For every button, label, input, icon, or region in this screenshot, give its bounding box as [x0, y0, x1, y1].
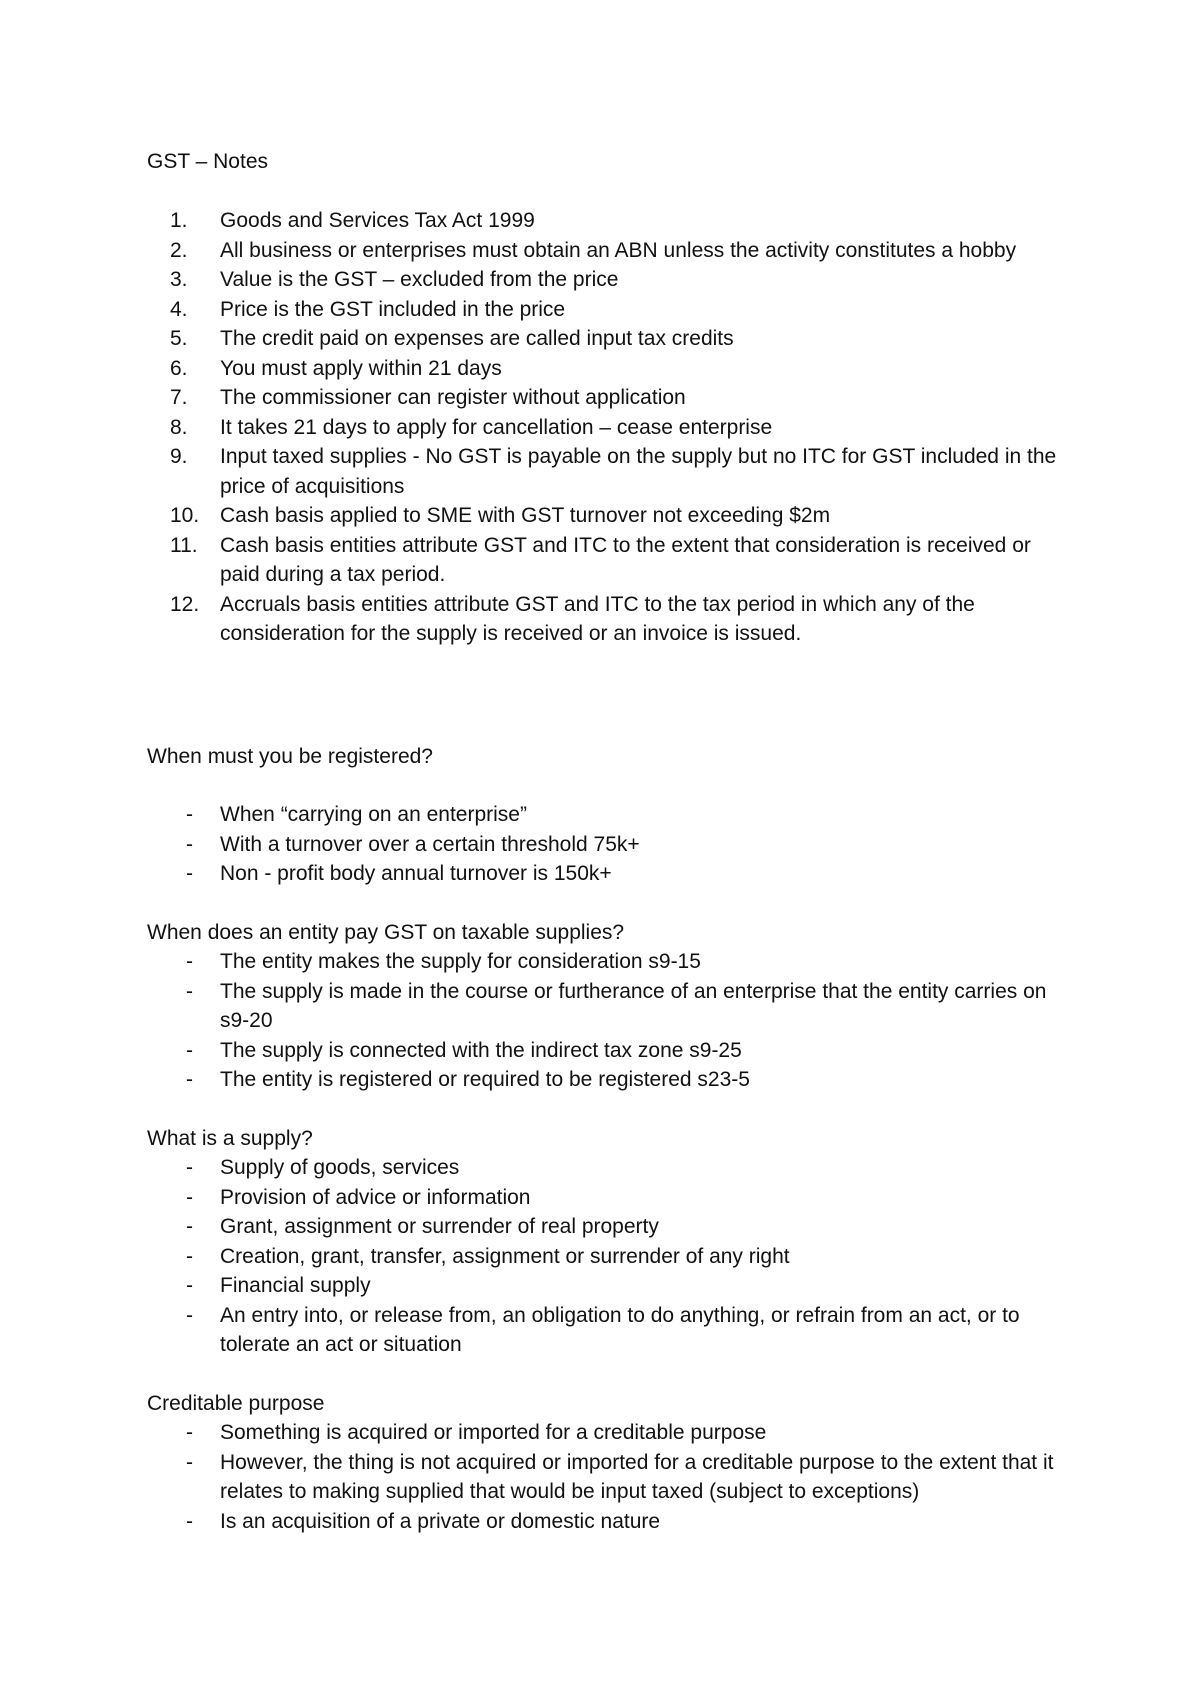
item-text: The credit paid on expenses are called input tax credits: [220, 327, 734, 350]
item-number: 5.: [170, 327, 188, 350]
list-item: [0, 1065, 1200, 1095]
dash-bullet: -: [186, 803, 193, 826]
list-item: [0, 1036, 1200, 1066]
bullet-list-registration: [0, 800, 1200, 889]
section-heading-supply: What is a supply?: [147, 1127, 313, 1150]
list-item: [0, 383, 1200, 413]
item-text: Value is the GST – excluded from the price: [220, 268, 619, 291]
item-text: Grant, assignment or surrender of real property: [220, 1215, 659, 1238]
list-item: [0, 354, 1200, 384]
list-item: [0, 442, 1200, 501]
bullet-list-creditable-purpose: [0, 1418, 1200, 1536]
dash-bullet: -: [186, 950, 193, 973]
list-item: [0, 1448, 1200, 1507]
list-item: [0, 859, 1200, 889]
item-text: The supply is connected with the indirect tax zone s9-25: [220, 1038, 742, 1062]
dash-bullet: -: [186, 862, 193, 885]
dash-bullet: -: [186, 1215, 193, 1238]
bullet-list-taxable-supplies: [0, 947, 1200, 1095]
dash-bullet: -: [186, 1274, 193, 1297]
item-number: 3.: [170, 268, 188, 291]
item-text: Non - profit body annual turnover is 150k+: [220, 862, 612, 885]
item-text: Something is acquired or imported for a creditable purpose: [220, 1421, 767, 1444]
item-text: Is an acquisition of a private or domestic nature: [220, 1509, 661, 1533]
item-number: 2.: [170, 238, 188, 262]
list-item: [0, 324, 1200, 354]
item-text: Input taxed supplies - No GST is payable on the supply but no ITC for GST included in the price of acquisitions: [220, 445, 1057, 498]
bullet-list-supply: [0, 1153, 1200, 1360]
list-item: [0, 295, 1200, 325]
item-number: 11.: [170, 533, 198, 557]
list-item: [0, 265, 1200, 295]
item-number: 1.: [170, 209, 188, 232]
section-heading-creditable-purpose: Creditable purpose: [147, 1392, 325, 1415]
list-item: [0, 830, 1200, 860]
item-text: The entity is registered or required to be registered s23-5: [220, 1068, 750, 1091]
list-item: [0, 1153, 1200, 1183]
item-number: 8.: [170, 415, 188, 439]
list-item: [0, 1242, 1200, 1272]
item-text: Cash basis entities attribute GST and ITC to the extent that consideration is received or paid during a tax period.: [220, 533, 1031, 586]
dash-bullet: -: [186, 1156, 193, 1179]
item-text: Cash basis applied to SME with GST turnover not exceeding $2m: [220, 504, 831, 527]
item-text: Provision of advice or information: [220, 1185, 531, 1209]
item-text: It takes 21 days to apply for cancellation – cease enterprise: [220, 415, 773, 439]
list-item: [0, 1183, 1200, 1213]
item-text: Creation, grant, transfer, assignment or surrender of any right: [220, 1244, 790, 1268]
list-item: [0, 1212, 1200, 1242]
dash-bullet: -: [186, 979, 193, 1003]
dash-bullet: -: [186, 1450, 193, 1474]
dash-bullet: -: [186, 1244, 193, 1268]
dash-bullet: -: [186, 1421, 193, 1444]
dash-bullet: -: [186, 832, 193, 856]
list-item: [0, 236, 1200, 266]
item-text: The supply is made in the course or furtherance of an enterprise that the entity carries on s9-20: [220, 979, 1047, 1032]
list-item: [0, 1271, 1200, 1301]
dash-bullet: -: [186, 1068, 193, 1091]
item-number: 10.: [170, 504, 200, 527]
section-heading-taxable-supplies: When does an entity pay GST on taxable supplies?: [147, 921, 625, 944]
list-item: [0, 531, 1200, 590]
item-text: When “carrying on an enterprise”: [220, 803, 527, 826]
item-text: The commissioner can register without application: [220, 386, 686, 409]
list-item: [0, 947, 1200, 977]
list-item: [0, 1418, 1200, 1448]
item-text: Financial supply: [220, 1274, 371, 1297]
item-text: With a turnover over a certain threshold 75k+: [220, 832, 640, 856]
item-text: Goods and Services Tax Act 1999: [220, 209, 535, 232]
numbered-list: [0, 206, 1200, 649]
list-item: [0, 800, 1200, 830]
item-text: All business or enterprises must obtain an ABN unless the activity constitutes a hobby: [220, 238, 1017, 262]
list-item: [0, 590, 1200, 649]
item-number: 12.: [170, 592, 200, 616]
item-text: You must apply within 21 days: [220, 356, 502, 380]
dash-bullet: -: [186, 1509, 193, 1533]
list-item: [0, 413, 1200, 443]
item-text: However, the thing is not acquired or imported for a creditable purpose to the extent that it relates to making supplied that would be input taxed (subject to exceptions): [220, 1450, 1054, 1503]
dash-bullet: -: [186, 1185, 193, 1209]
dash-bullet: -: [186, 1303, 193, 1327]
page-title: GST – Notes: [147, 150, 268, 173]
item-text: The entity makes the supply for consideration s9-15: [220, 950, 701, 973]
item-text: Accruals basis entities attribute GST and ITC to the tax period in which any of the consideration for the supply is received or an invoice is issued.: [220, 592, 975, 645]
list-item: [0, 206, 1200, 236]
list-item: [0, 1301, 1200, 1360]
dash-bullet: -: [186, 1038, 193, 1062]
section-heading-registration: When must you be registered?: [147, 745, 433, 768]
list-item: [0, 1507, 1200, 1537]
item-text: An entry into, or release from, an obligation to do anything, or refrain from an act, or to tolerate an act or situation: [220, 1303, 1020, 1356]
list-item: [0, 501, 1200, 531]
item-number: 7.: [170, 386, 188, 409]
item-number: 9.: [170, 445, 188, 468]
list-item: [0, 977, 1200, 1036]
item-text: Price is the GST included in the price: [220, 297, 566, 321]
item-text: Supply of goods, services: [220, 1156, 460, 1179]
item-number: 6.: [170, 356, 188, 380]
item-number: 4.: [170, 297, 188, 321]
